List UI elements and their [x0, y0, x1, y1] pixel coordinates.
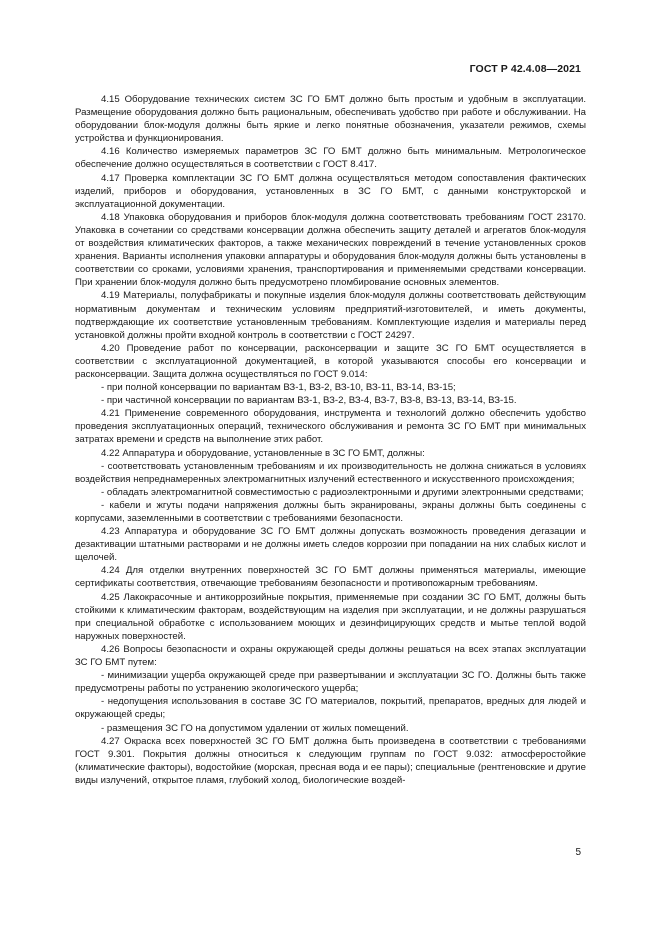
list-item: - соответствовать установленным требованиям и их производительность не должна снижаться в условиях воздействия непреднамеренных электромагнитных излучений естественного и искусственного происхождения; — [75, 460, 586, 485]
list-item: - кабели и жгуты подачи напряжения должны быть экранированы, экраны должны быть соединены с корпусами, заземленными в соответствии с требованиями безопасности. — [75, 499, 586, 524]
paragraph-4-22: 4.22 Аппаратура и оборудование, установленные в ЗС ГО БМТ, должны: — [101, 447, 425, 459]
paragraph-4-21: 4.21 Применение современного оборудования, инструмента и технологий должно обеспечить удобство проведения эксплуатационных операций, технического обслуживания и ремонта ЗС ГО БМТ при минимальных затратах времени и средств на выполнение этих работ. — [75, 408, 586, 446]
document-header: ГОСТ Р 42.4.08—2021 — [469, 63, 581, 75]
paragraph-4-20: 4.20 Проведение работ по консервации, расконсервации и защите ЗС ГО БМТ осуществляется в соответствии с эксплуатационной документацией, в которой указываются способы его консервации и расконсервации. Защита должна осуществляться по ГОСТ 9.014: — [75, 342, 586, 380]
paragraph-4-17: 4.17 Проверка комплектации ЗС ГО БМТ должна осуществляться методом сопоставления фактических изделий, приборов и оборудования, установленных в ЗС ГО БМТ, с данными конструкторской и эксплуатационной документации. — [75, 172, 586, 210]
paragraph-4-16: 4.16 Количество измеряемых параметров ЗС ГО БМТ должно быть минимальным. Метрологическое обеспечение должно осуществляться в соответствии с ГОСТ 8.417. — [75, 146, 586, 171]
paragraph-4-19: 4.19 Материалы, полуфабрикаты и покупные изделия блок-модуля должны соответствовать действующим нормативным документам и техническим условиям предприятий-изготовителей, и иметь документы, подтверждающие их соответствие установленным требованиям. Комплектующие изделия и материалы перед установкой должны пройти входной контроль в соответствии с ГОСТ 24297. — [75, 290, 586, 341]
paragraph-4-25: 4.25 Лакокрасочные и антикоррозийные покрытия, применяемые при создании ЗС ГО БМТ, должны быть стойкими к климатическим факторам, воздействующим на изделия при эксплуатации, и не должны разрушаться при специальной обработке с использованием моющих и дезинфицирующих средств и мытье теплой водой наружных поверхностей. — [75, 591, 586, 642]
page-number: 5 — [575, 847, 581, 858]
paragraph-4-15: 4.15 Оборудование технических систем ЗС ГО БМТ должно быть простым и удобным в эксплуатации. Размещение оборудования должно быть рациональным, обеспечивать удобство при работе и обслуживании. На оборудовании блок-модуля должны быть яркие и легко понятные обозначения, указатели режимов, схемы устройства и функционирования. — [75, 94, 586, 145]
paragraph-4-24: 4.24 Для отделки внутренних поверхностей ЗС ГО БМТ должны применяться материалы, имеющие сертификаты соответствия, отвечающие требованиям безопасности и противопожарным требованиям. — [75, 565, 586, 590]
list-item: - размещения ЗС ГО на допустимом удалении от жилых помещений. — [101, 722, 409, 734]
list-item: - минимизации ущерба окружающей среде при развертывании и эксплуатации ЗС ГО. Должны быть также предусмотрены работы по устранению экологического ущерба; — [75, 670, 586, 695]
list-item: - обладать электромагнитной совместимостью с радиоэлектронными и другими электронными средствами; — [101, 486, 584, 498]
paragraph-4-27: 4.27 Окраска всех поверхностей ЗС ГО БМТ должна быть произведена в соответствии с требованиями ГОСТ 9.301. Покрытия должны относиться к следующим группам по ГОСТ 9.032: атмосферостойкие (климатические факторы), водостойкие (морская, пресная вода и ее пары); специальные (рентгеновские и другие виды излучений, открытое пламя, глубокий холод, биологические воздей- — [75, 735, 586, 786]
paragraph-4-23: 4.23 Аппаратура и оборудование ЗС ГО БМТ должны допускать возможность проведения дегазации и дезактивации штатными растворами и не должны иметь следов коррозии при попадании на них слабых кислот и щелочей. — [75, 526, 586, 564]
list-item: - недопущения использования в составе ЗС ГО материалов, покрытий, препаратов, вредных для людей и окружающей среды; — [75, 696, 586, 721]
paragraph-4-26: 4.26 Вопросы безопасности и охраны окружающей среды должны решаться на всех этапах эксплуатации ЗС ГО БМТ путем: — [75, 643, 586, 669]
document-body — [75, 93, 586, 787]
paragraph-4-18: 4.18 Упаковка оборудования и приборов блок-модуля должна соответствовать требованиям ГОСТ 23170. Упаковка в сочетании со средствами консервации должна обеспечить защиту деталей и агрегатов блок-модуля от воздействия климатических факторов, а также механических повреждений в течение установленных сроков хранения. Варианты исполнения упаковки аппаратуры и оборудования блок-модуля должны быть установлены в соответствии со сроками, условиями хранения, транспортирования и применяемыми средствами консервации. При хранении блок-модуля должно быть предусмотрено пломбирование основных элементов. — [75, 211, 586, 289]
list-item: - при полной консервации по вариантам ВЗ-1, ВЗ-2, ВЗ-10, ВЗ-11, ВЗ-14, ВЗ-15; — [101, 382, 456, 394]
list-item: - при частичной консервации по вариантам ВЗ-1, ВЗ-2, ВЗ-4, ВЗ-7, ВЗ-8, ВЗ-13, ВЗ-14, ВЗ-15. — [101, 395, 517, 407]
